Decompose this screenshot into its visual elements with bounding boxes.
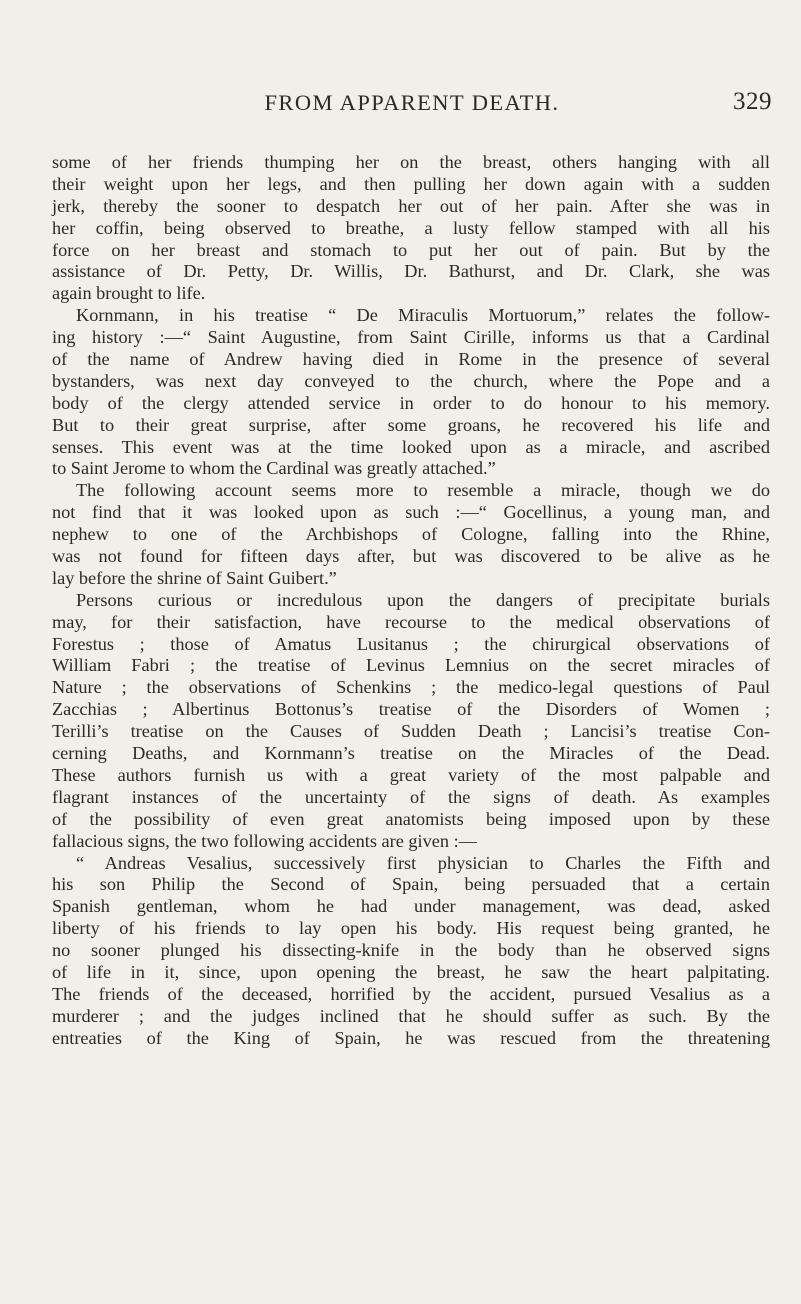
text-line: some of her friends thumping her on the breast, others hanging with all bbox=[52, 152, 770, 172]
text-line: not find that it was looked upon as such :—“ Gocellinus, a young man, and bbox=[52, 502, 770, 523]
page-header bbox=[52, 88, 772, 118]
page-number: 329 bbox=[733, 88, 772, 115]
text-line: entreaties of the King of Spain, he was rescued from the threatening bbox=[52, 1027, 770, 1048]
text-line: jerk, thereby the sooner to despatch her out of her pain. After she was in bbox=[52, 195, 770, 216]
text-line: her coffin, being observed to breathe, a lusty fellow stamped with all his bbox=[52, 217, 770, 238]
text-line: murderer ; and the judges inclined that he should suffer as such. By the bbox=[52, 1005, 770, 1026]
text-line: bystanders, was next day conveyed to the church, where the Pope and a bbox=[52, 370, 770, 391]
text-line: lay before the shrine of Saint Guibert.” bbox=[52, 567, 337, 588]
text-line: no sooner plunged his dissecting-knife in the body than he observed signs bbox=[52, 940, 770, 961]
text-line: body of the clergy attended service in order to do honour to his memory. bbox=[52, 392, 770, 413]
text-line: The friends of the deceased, horrified by the accident, pursued Vesalius as a bbox=[52, 983, 770, 1004]
text-line: But to their great surprise, after some groans, he recovered his life and bbox=[52, 414, 770, 435]
text-line: assistance of Dr. Petty, Dr. Willis, Dr. Bathurst, and Dr. Clark, she was bbox=[52, 261, 770, 282]
paragraph bbox=[52, 480, 770, 589]
paragraph bbox=[52, 305, 770, 480]
text-line: William Fabri ; the treatise of Levinus Lemnius on the secret miracles of bbox=[52, 655, 770, 676]
text-line: Zacchias ; Albertinus Bottonus’s treatise of the Disorders of Women ; bbox=[52, 699, 770, 720]
text-line: their weight upon her legs, and then pulling her down again with a sudden bbox=[52, 173, 770, 194]
text-line: ing history :—“ Saint Augustine, from Saint Cirille, informs us that a Cardinal bbox=[52, 327, 770, 348]
text-line: The following account seems more to resemble a miracle, though we do bbox=[76, 480, 770, 501]
text-line: Kornmann, in his treatise “ De Miraculis Mortuorum,” relates the follow- bbox=[76, 305, 770, 326]
text-line: nephew to one of the Archbishops of Cologne, falling into the Rhine, bbox=[52, 524, 770, 545]
paragraph bbox=[52, 590, 770, 853]
text-line: flagrant instances of the uncertainty of the signs of death. As examples bbox=[52, 786, 770, 807]
text-line: to Saint Jerome to whom the Cardinal was greatly attached.” bbox=[52, 458, 496, 479]
text-line: of the possibility of even great anatomists being imposed upon by these bbox=[52, 808, 770, 829]
paragraph bbox=[52, 853, 770, 1050]
text-line: may, for their satisfaction, have recourse to the medical observations of bbox=[52, 611, 770, 632]
text-line: of the name of Andrew having died in Rome in the presence of several bbox=[52, 349, 770, 370]
text-line: cerning Deaths, and Kornmann’s treatise on the Miracles of the Dead. bbox=[52, 743, 770, 764]
text-line: Forestus ; those of Amatus Lusitanus ; the chirurgical observations of bbox=[52, 633, 770, 654]
text-line: Nature ; the observations of Schenkins ; the medico-legal questions of Paul bbox=[52, 677, 770, 698]
text-line: liberty of his friends to lay open his body. His request being granted, he bbox=[52, 918, 770, 939]
text-line: force on her breast and stomach to put her out of pain. But by the bbox=[52, 239, 770, 260]
text-line: fallacious signs, the two following accidents are given :— bbox=[52, 830, 477, 851]
text-line: senses. This event was at the time looked upon as a miracle, and ascribed bbox=[52, 436, 770, 457]
running-title: FROM APPARENT DEATH. bbox=[264, 90, 560, 115]
text-line: his son Philip the Second of Spain, being persuaded that a certain bbox=[52, 874, 770, 895]
text-line: Persons curious or incredulous upon the dangers of precipitate burials bbox=[76, 589, 770, 610]
text-line: These authors furnish us with a great variety of the most palpable and bbox=[52, 764, 770, 785]
text-line: was not found for fifteen days after, but was discovered to be alive as he bbox=[52, 546, 770, 567]
text-line: “ Andreas Vesalius, successively first physician to Charles the Fifth and bbox=[76, 852, 770, 873]
text-line: Spanish gentleman, whom he had under management, was dead, asked bbox=[52, 896, 770, 917]
text-line: again brought to life. bbox=[52, 283, 206, 304]
body-text bbox=[52, 152, 770, 1050]
text-line: Terilli’s treatise on the Causes of Sudden Death ; Lancisi’s treatise Con- bbox=[52, 721, 770, 742]
text-line: of life in it, since, upon opening the breast, he saw the heart palpitating. bbox=[52, 961, 770, 982]
paragraph bbox=[52, 152, 770, 305]
